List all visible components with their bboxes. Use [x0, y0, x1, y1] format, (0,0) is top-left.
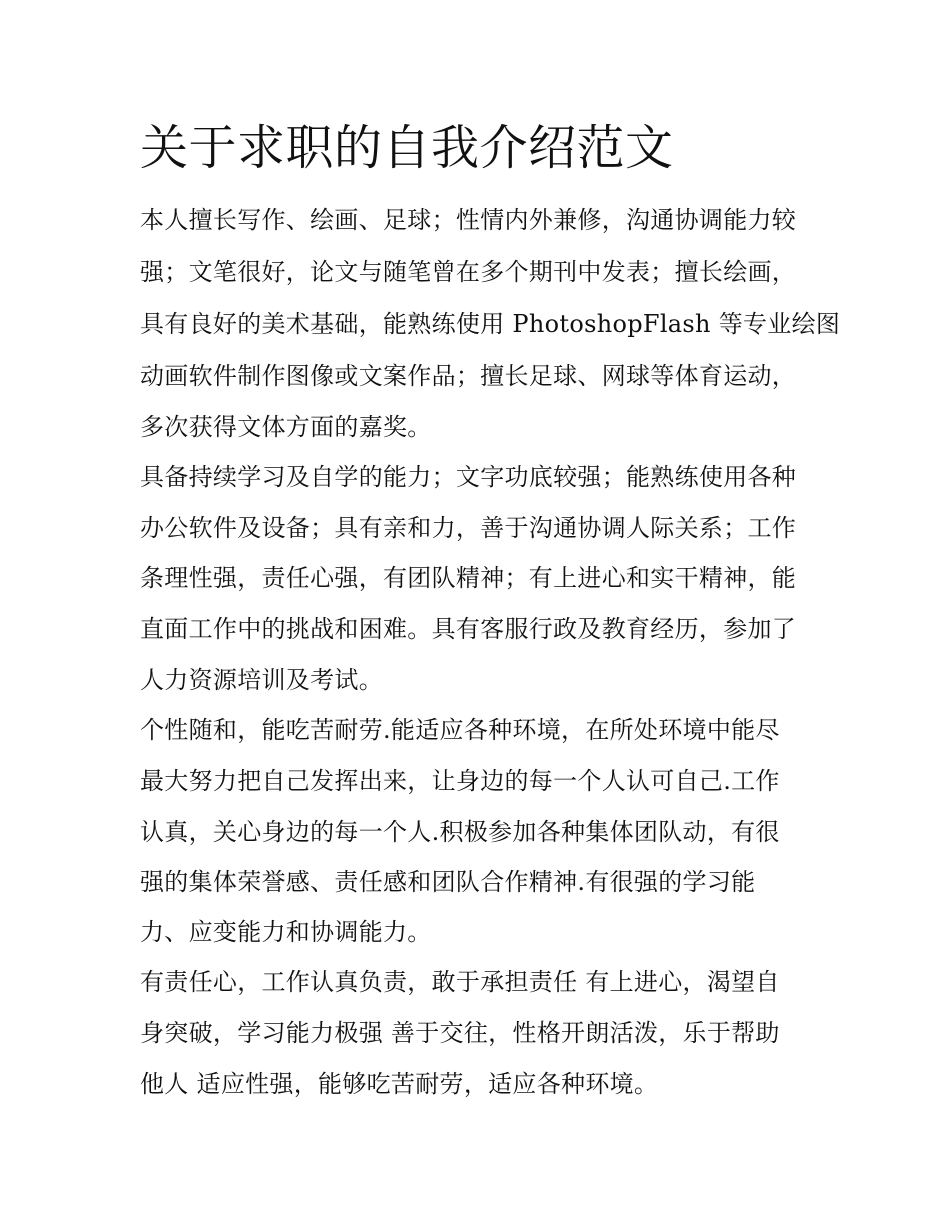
paragraph-line: 有责任心，工作认真负责，敢于承担责任 有上进心，渴望自 — [140, 968, 780, 996]
paragraph-line: 条理性强，责任心强，有团队精神；有上进心和实干精神，能 — [140, 564, 797, 592]
paragraph-line: 身突破，学习能力极强 善于交往，性格开朗活泼，乐于帮助 — [140, 1019, 780, 1047]
paragraph-line: 具有良好的美术基础，能熟练使用 PhotoshopFlash 等专业绘图 — [140, 310, 841, 338]
paragraph-line: 直面工作中的挑战和困难。具有客服行政及教育经历，参加了 — [140, 615, 797, 643]
paragraph-line: 最大努力把自己发挥出来，让身边的每一个人认可自己.工作 — [140, 767, 780, 795]
paragraph-line: 办公软件及设备；具有亲和力，善于沟通协调人际关系；工作 — [140, 514, 797, 542]
paragraph-line: 力、应变能力和协调能力。 — [140, 918, 432, 946]
paragraph-line: 认真，关心身边的每一个人.积极参加各种集体团队动，有很 — [140, 818, 780, 846]
paragraph-line: 个性随和，能吃苦耐劳.能适应各种环境，在所处环境中能尽 — [140, 716, 780, 744]
document-title: 关于求职的自我介绍范文 — [140, 120, 674, 176]
paragraph-line: 强；文笔很好，论文与随笔曾在多个期刊中发表；擅长绘画， — [140, 258, 797, 286]
paragraph-line: 多次获得文体方面的嘉奖。 — [140, 413, 432, 441]
paragraph-line: 他人 适应性强，能够吃苦耐劳，适应各种环境。 — [140, 1070, 659, 1098]
paragraph-line: 动画软件制作图像或文案作品；擅长足球、网球等体育运动， — [140, 362, 797, 390]
paragraph-line: 具备持续学习及自学的能力；文字功底较强；能熟练使用各种 — [140, 463, 797, 491]
paragraph-line: 本人擅长写作、绘画、足球；性情内外兼修，沟通协调能力较 — [140, 206, 797, 234]
paragraph-line: 人力资源培训及考试。 — [140, 666, 383, 694]
paragraph-line: 强的集体荣誉感、责任感和团队合作精神.有很强的学习能 — [140, 868, 756, 896]
